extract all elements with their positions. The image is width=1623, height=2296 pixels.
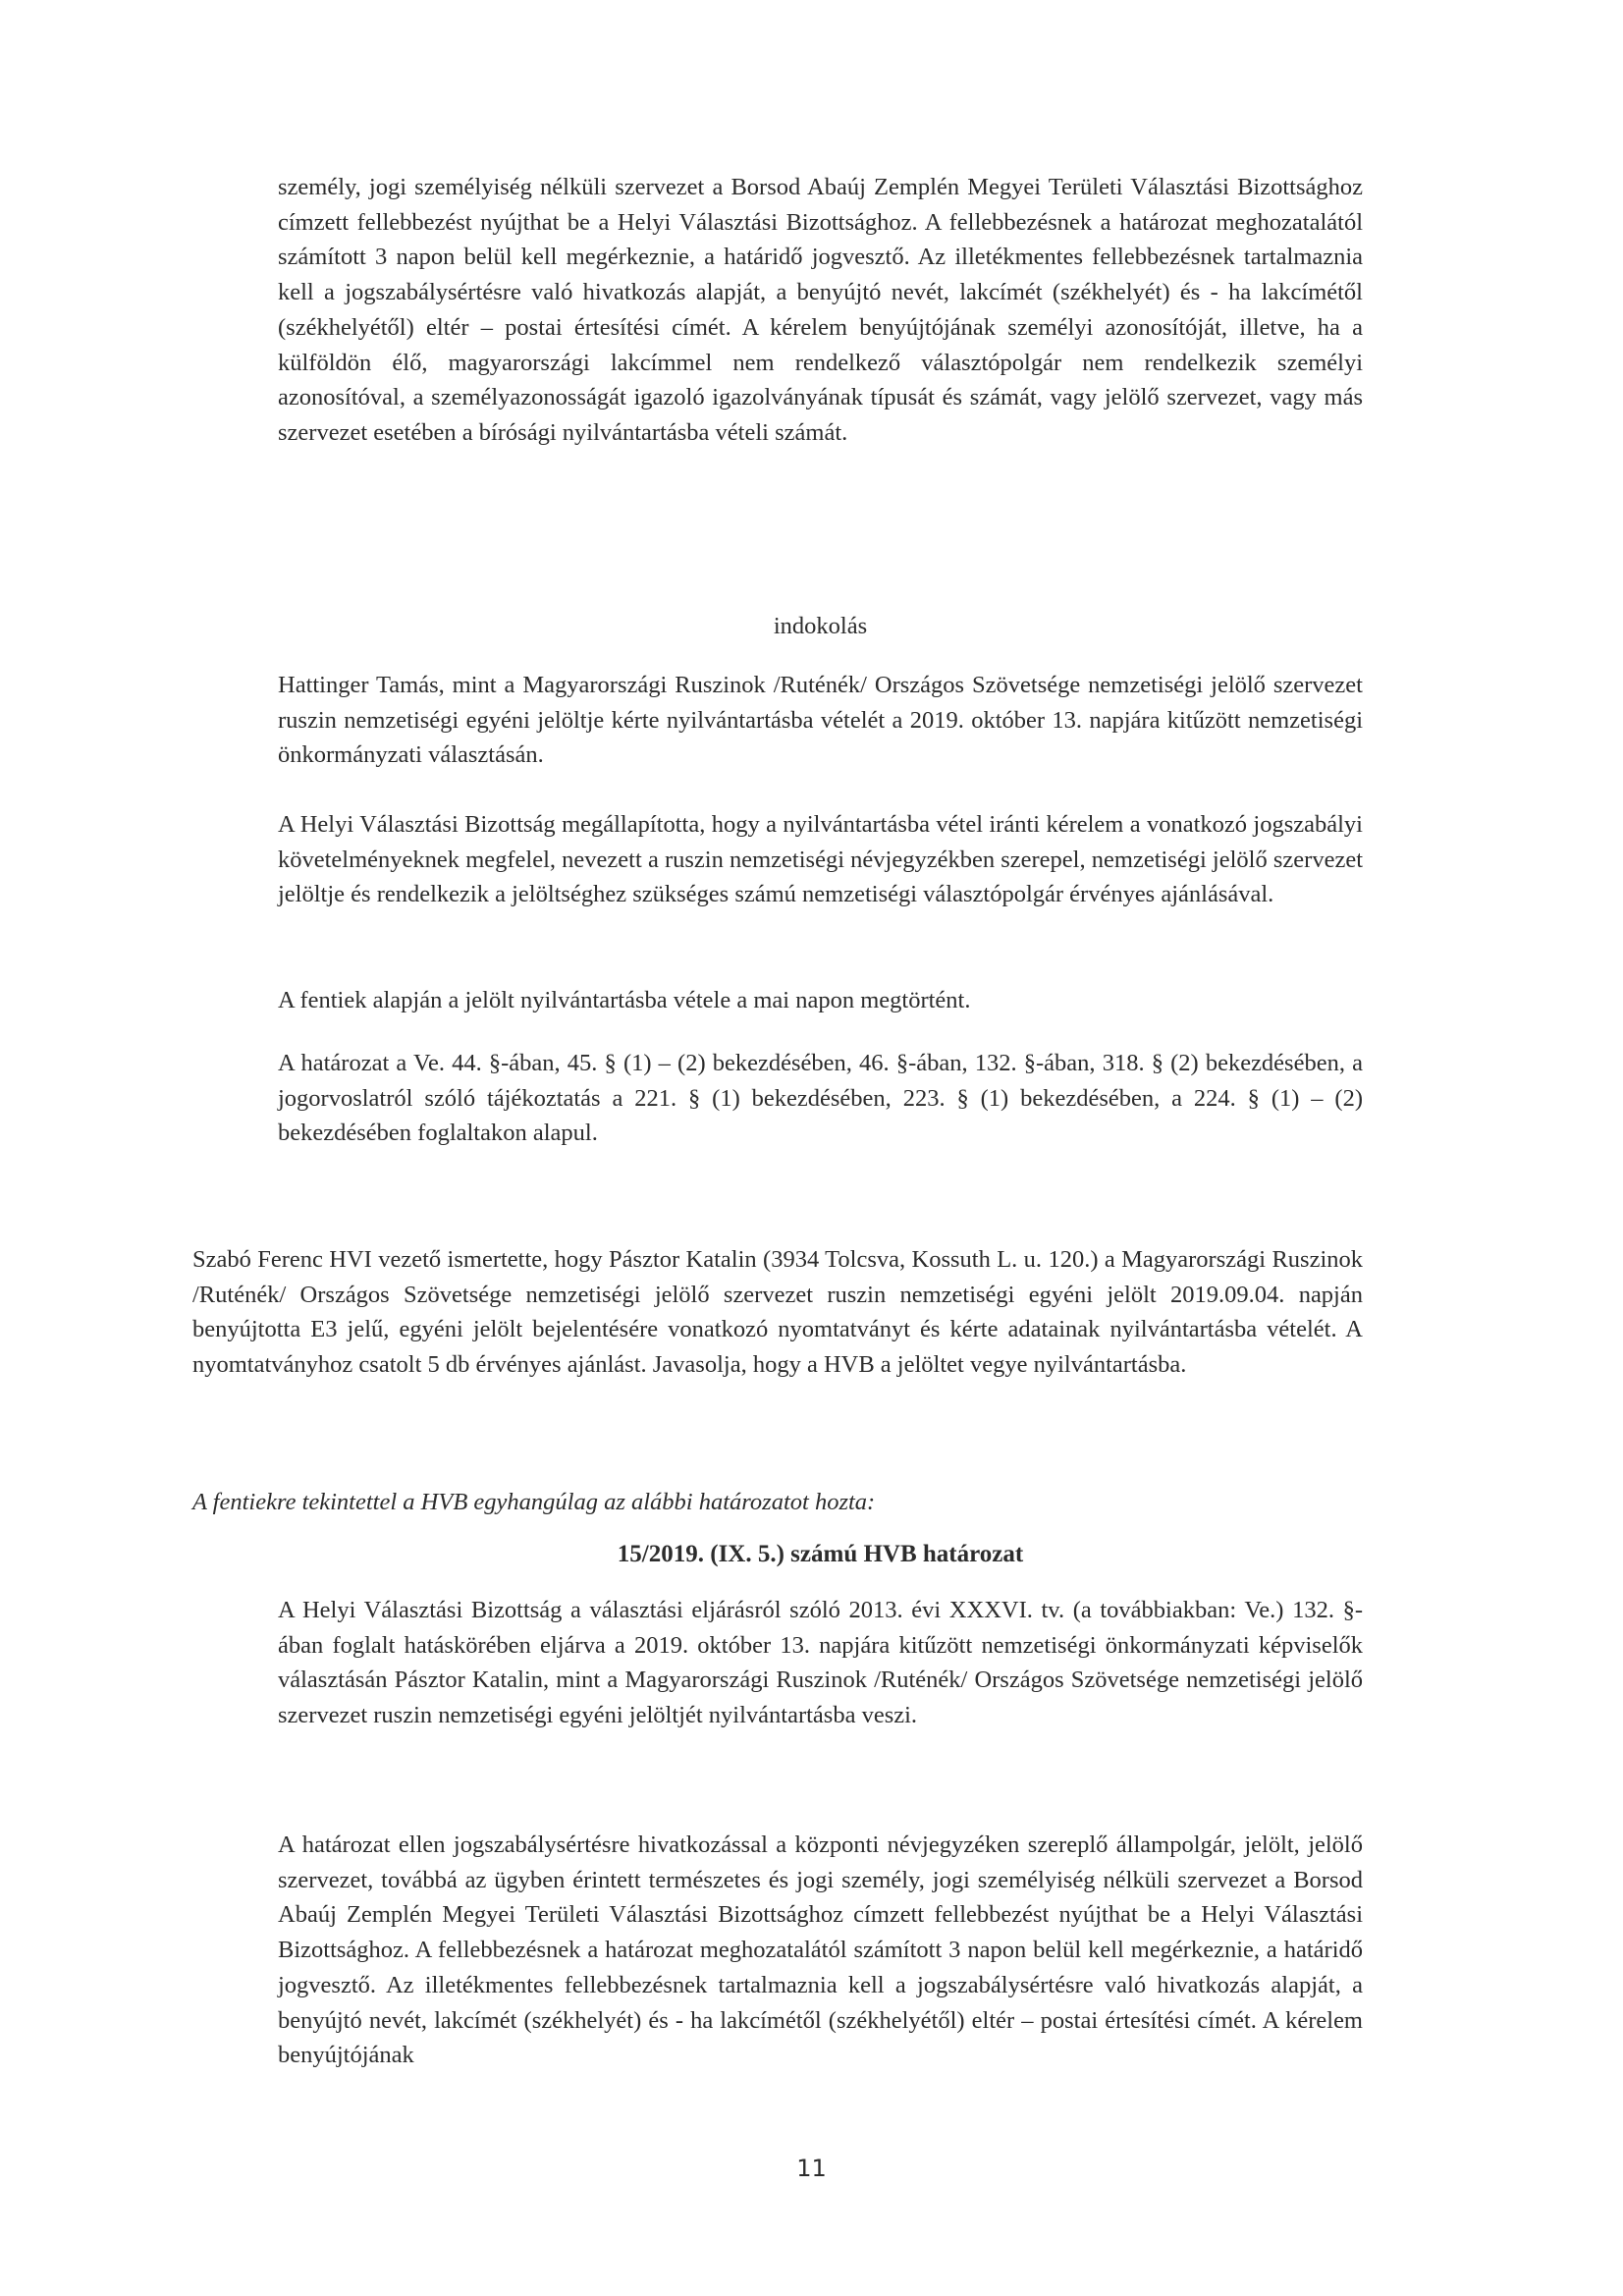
decision-body: A Helyi Választási Bizottság a választási eljárásról szóló 2013. évi XXXVI. tv. (a továbbiakban: Ve.) 132. §-ában foglalt hatáskörében eljárva a 2019. október 13. napjára kitűzött nemzetiségi önkormányzati képviselők választásán Pásztor Katalin, mint a Magyarországi Ruszinok /Ruténék/ Országos Szövetsége nemzetiségi jelölő szervezet ruszin nemzetiségi egyéni jelöltjét nyilvántartásba veszi. bbox=[278, 1597, 1363, 1729]
intro-paragraph: Szabó Ferenc HVI vezető ismertette, hogy Pásztor Katalin (3934 Tolcsva, Kossuth L. u. 120.) a Magyarországi Ruszinok /Ruténék/ Országos Szövetsége nemzetiségi jelölő szervezet ruszin nemzetiségi egyéni jelölt 2019.09.04. napján benyújtotta E3 jelű, egyéni jelölt bejelentésére vonatkozó nyomtatványt és kérte adatainak nyilvántartásba vételét. A nyomtatványhoz csatolt 5 db érvényes ajánlást. Javasolja, hogy a HVB a jelöltet vegye nyilvántartásba. bbox=[192, 1246, 1363, 1379]
legal-basis-paragraph: A határozat a Ve. 44. §-ában, 45. § (1) – (2) bekezdésében, 46. §-ában, 132. §-ában, 318. § (2) bekezdésében, a jogorvoslatról szóló tájékoztatás a 221. § (1) bekezdésében, 223. § (1) bekezdésében, a 224. § (1) – (2) bekezdésében foglaltakon alapul. bbox=[278, 1050, 1363, 1147]
appeal-paragraph: A határozat ellen jogszabálysértésre hivatkozással a központi névjegyzéken szereplő állampolgár, jelölt, jelölő szervezet, továbbá az ügyben érintett természetes és jogi személy, jogi személyiség nélküli szervezet a Borsod Abaúj Zemplén Megyei Területi Választási Bizottsághoz címzett fellebbezést nyújthat be a Helyi Választási Bizottsághoz. A fellebbezésnek a határozat meghozatalától számított 3 napon belül kell megérkeznie, a határidő jogvesztő. Az illetékmentes fellebbezésnek tartalmaznia kell a jogszabálysértésre való hivatkozás alapját, a benyújtó nevét, lakcímét (székhelyét) és - ha lakcímétől (székhelyétől) eltér – postai értesítési címét. A kérelem benyújtójának bbox=[278, 1831, 1363, 2069]
page-number: 11 bbox=[796, 2155, 827, 2182]
reasoning-paragraph: Hattinger Tamás, mint a Magyarországi Ruszinok /Ruténék/ Országos Szövetsége nemzetiségi jelölő szervezet ruszin nemzetiségi egyéni jelöltje kérte nyilvántartásba vételét a 2019. október 13. napjára kitűzött nemzetiségi önkormányzati választásán. bbox=[278, 672, 1363, 769]
reasoning-heading: indokolás bbox=[773, 613, 868, 639]
reasoning-paragraph: A Helyi Választási Bizottság megállapította, hogy a nyilvántartásba vétel iránti kérelem a vonatkozó jogszabályi követelményeknek megfelel, nevezett a ruszin nemzetiségi névjegyzékben szerepel, nemzetiségi jelölő szervezet jelöltje és rendelkezik a jelöltséghez szükséges számú nemzetiségi választópolgár érvényes ajánlásával. bbox=[278, 811, 1363, 908]
appeal-paragraph-continued: személy, jogi személyiség nélküli szervezet a Borsod Abaúj Zemplén Megyei Területi Választási Bizottsághoz címzett fellebbezést nyújthat be a Helyi Választási Bizottsághoz. A fellebbezésnek a határozat meghozatalától számított 3 napon belül kell megérkeznie, a határidő jogvesztő. Az illetékmentes fellebbezésnek tartalmaznia kell a jogszabálysértésre való hivatkozás alapját, a benyújtó nevét, lakcímét (székhelyét) és - ha lakcímétől (székhelyétől) eltér – postai értesítési címét. A kérelem benyújtójának személyi azonosítóját, illetve, ha a külföldön élő, magyarországi lakcímmel nem rendelkező választópolgár nem rendelkezik személyi azonosítóval, a személyazonosságát igazoló igazolványának típusát és számát, vagy jelölő szervezet, vagy más szervezet esetében a bírósági nyilvántartásba vételi számát. bbox=[278, 174, 1363, 446]
reasoning-paragraph: A fentiek alapján a jelölt nyilvántartásba vétele a mai napon megtörtént. bbox=[278, 987, 971, 1013]
decision-title: 15/2019. (IX. 5.) számú HVB határozat bbox=[617, 1541, 1024, 1567]
decision-intro: A fentiekre tekintettel a HVB egyhangúlag az alábbi határozatot hozta: bbox=[192, 1489, 876, 1515]
